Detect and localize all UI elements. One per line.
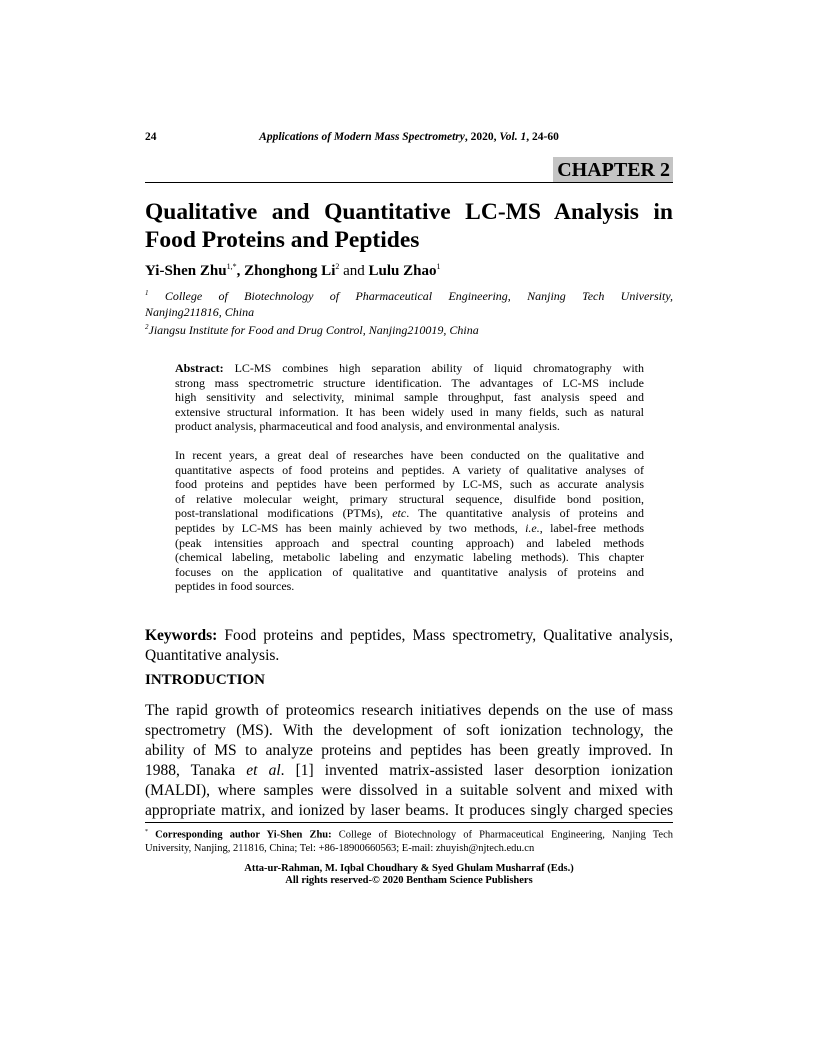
author-separator: , [236, 263, 245, 279]
author-affiliation-mark: 1 [436, 262, 441, 271]
keywords-line [145, 626, 673, 646]
keywords-label: Keywords: [145, 627, 218, 644]
body-line: spectrometry (MS). With the development of soft ionization technology, the [145, 722, 673, 739]
body-text: . [1] invented matrix-assisted laser desorption ionization [280, 762, 674, 779]
abstract-text: LC-MS combines high separation ability of liquid chromatography with [223, 361, 644, 375]
footnote-label: Corresponding author Yi-Shen Zhu: [148, 829, 332, 841]
journal-year: , 2020, [464, 131, 500, 143]
abstract-line: (chemical labeling, metabolic labeling and enzymatic labeling methods). This chapter [175, 550, 644, 565]
author-list [145, 262, 441, 280]
body-text: 1988, Tanaka [145, 762, 247, 779]
author-name: Lulu Zhao [368, 263, 437, 279]
body-italic: et al [246, 762, 281, 779]
rights-line: All rights reserved-© 2020 Bentham Science Publishers [285, 875, 533, 886]
abstract-label: Abstract: [175, 361, 224, 375]
footnote-text: College of Biotechnology of Pharmaceutical Engineering, Nanjing Tech [331, 829, 673, 841]
body-line: The rapid growth of proteomics research initiatives depends on the use of mass [145, 702, 673, 719]
author-name: Zhonghong Li [244, 263, 336, 279]
abstract-text: . The quantitative analysis of proteins and [406, 506, 645, 521]
abstract-text: post-translational modifications (PTMs), [175, 506, 393, 521]
affiliation-1 [145, 285, 673, 320]
footnote-divider [145, 822, 673, 823]
abstract-text: peptides by LC-MS has been mainly achieved by two methods, [175, 520, 526, 535]
keywords [145, 626, 673, 666]
running-head [145, 131, 673, 147]
abstract-line: quantitative aspects of food proteins and peptides. A variety of qualitative analyses of [175, 462, 644, 477]
abstract-paragraph-1 [175, 361, 644, 434]
footnote [145, 826, 673, 855]
abstract-line: focuses on the application of qualitative and quantitative analysis of proteins and [175, 564, 644, 579]
keywords-line: Quantitative analysis. [145, 647, 280, 664]
abstract-line: food proteins and peptides have been performed by LC-MS, such as accurate analysis [175, 477, 644, 492]
author-name: Yi-Shen Zhu [145, 263, 227, 279]
chapter-title-line-1: Qualitative and Quantitative LC-MS Analysis in [145, 199, 673, 225]
abstract-italic: etc [392, 506, 407, 521]
chapter-label: CHAPTER 2 [553, 157, 673, 182]
introduction-paragraph [145, 701, 673, 821]
journal-citation [145, 131, 673, 143]
affiliation-text: College of Biotechnology of Pharmaceutical Engineering, Nanjing Tech University, [164, 289, 674, 303]
abstract-line: of relative molecular weight, primary structural sequence, disulfide bond position, [175, 491, 644, 506]
abstract-line: extensive structural information. It has been widely used in many fields, such as natural [175, 404, 644, 419]
abstract-paragraph-2 [175, 448, 644, 594]
page-number: 24 [145, 131, 157, 143]
publisher-credit [145, 863, 673, 887]
affiliation-mark: 1 [145, 289, 149, 297]
journal-volume: Vol. 1 [499, 131, 527, 143]
footnote-line: University, Nanjing, 211816, China; Tel: +86-18900660563; E-mail: zhuyish@njtech.edu.cn [145, 842, 535, 854]
keywords-text: Food proteins and peptides, Mass spectrometry, Qualitative analysis, [217, 627, 673, 644]
affiliation-text: Jiangsu Institute for Food and Drug Control, Nanjing210019, China [148, 323, 479, 337]
chapter-title-line-2: Food Proteins and Peptides [145, 227, 420, 253]
abstract-line: high sensitivity and selectivity, minimal sample throughput, fast analysis speed and [175, 390, 644, 405]
body-line [145, 761, 673, 781]
footnote-mark: * [145, 829, 148, 835]
affiliation-2 [145, 319, 673, 338]
affiliation-line: Nanjing211816, China [145, 305, 255, 319]
journal-pages: , 24-60 [526, 131, 559, 143]
abstract-line [175, 361, 644, 376]
editors-line: Atta-ur-Rahman, M. Iqbal Choudhary & Syed Ghulam Musharraf (Eds.) [244, 863, 574, 874]
section-heading: INTRODUCTION [145, 672, 266, 688]
journal-title: Applications of Modern Mass Spectrometry [259, 131, 465, 143]
abstract-line: strong mass spectrometric structure identification. The advantages of LC-MS include [175, 375, 644, 390]
footnote-line [145, 826, 673, 842]
author-separator: and [339, 263, 369, 279]
chapter-divider [145, 182, 673, 183]
body-line: (MALDI), where samples were dissolved in a suitable solvent and mixed with [145, 782, 673, 799]
abstract-italic: i.e. [525, 520, 540, 535]
abstract-text: , label-free methods [539, 520, 644, 535]
abstract-line: product analysis, pharmaceutical and food analysis, and environmental analysis. [175, 419, 560, 434]
author-affiliation-mark: 1,* [226, 262, 237, 271]
abstract-line: peptides in food sources. [175, 579, 295, 594]
body-line: ability of MS to analyze proteins and peptides has been greatly improved. In [145, 742, 673, 759]
affiliation-mark: 2 [145, 323, 149, 331]
body-line: appropriate matrix, and ionized by laser beams. It produces singly charged species [145, 802, 673, 819]
author-affiliation-mark: 2 [335, 262, 340, 271]
abstract-line: In recent years, a great deal of researches have been conducted on the qualitative and [175, 448, 644, 462]
affiliation-line [145, 285, 673, 304]
chapter-title [145, 198, 673, 254]
abstract-line [175, 506, 644, 521]
abstract-line [175, 521, 644, 536]
abstract-line: (peak intensities approach and spectral counting approach) and labeled methods [175, 535, 644, 550]
